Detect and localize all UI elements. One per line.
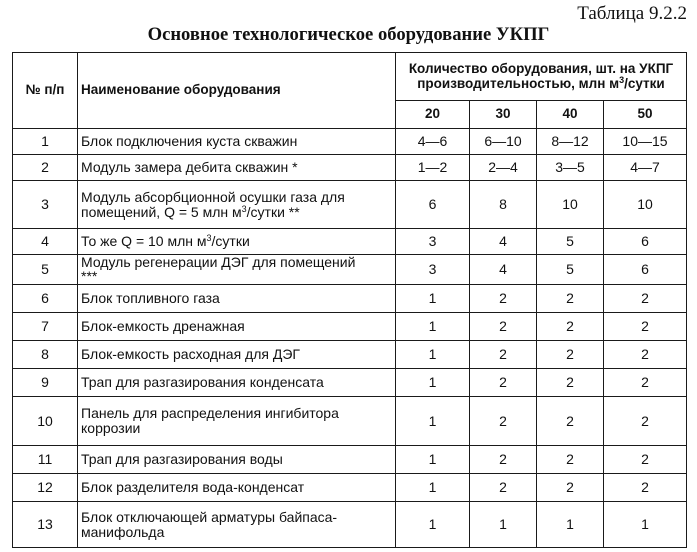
header-number: № п/п (13, 53, 78, 129)
capacity-header: 50 (604, 101, 687, 129)
table-row (13, 285, 687, 313)
quantity-cell: 5 (537, 229, 604, 255)
row-number: 10 (13, 397, 78, 446)
quantity-cell: 3 (396, 229, 470, 255)
quantity-cell: 2 (604, 313, 687, 341)
row-number: 4 (13, 229, 78, 255)
quantity-cell: 1 (396, 446, 470, 474)
table-row (13, 181, 687, 229)
quantity-cell: 6 (604, 255, 687, 285)
quantity-cell: 2 (604, 369, 687, 397)
table-row (13, 474, 687, 502)
quantity-cell: 6 (396, 181, 470, 229)
header-equipment-name: Наименование оборудования (78, 53, 396, 129)
equipment-name: Блок-емкость расходная для ДЭГ (78, 341, 396, 369)
table-row (13, 369, 687, 397)
row-number: 8 (13, 341, 78, 369)
table-row (13, 502, 687, 548)
equipment-name: Блок топливного газа (78, 285, 396, 313)
quantity-cell: 1 (396, 313, 470, 341)
capacity-header: 30 (470, 101, 537, 129)
quantity-cell: 8—12 (537, 129, 604, 155)
quantity-cell: 1 (396, 397, 470, 446)
equipment-table (12, 52, 687, 548)
header-quantity-line2: производительностью, млн $м^3$/сутки (417, 74, 665, 91)
quantity-cell: 1 (396, 474, 470, 502)
row-number: 9 (13, 369, 78, 397)
quantity-cell: 10—15 (604, 129, 687, 155)
quantity-cell: 3 (396, 255, 470, 285)
header-quantity-group (396, 53, 687, 101)
quantity-cell: 4 (470, 255, 537, 285)
quantity-cell: 8 (470, 181, 537, 229)
equipment-name: Блок отключающей арматуры байпаса- манифольда (78, 502, 396, 548)
quantity-cell: 2 (537, 446, 604, 474)
quantity-cell: 4—6 (396, 129, 470, 155)
quantity-cell: 1 (537, 502, 604, 548)
table-title: Основное технологическое оборудование УКПГ (147, 24, 550, 45)
row-number: 7 (13, 313, 78, 341)
table-row (13, 129, 687, 155)
capacity-header: 40 (537, 101, 604, 129)
equipment-name: То же Q = 10 млн $м^3$/сутки (78, 229, 396, 255)
quantity-cell: 2 (537, 369, 604, 397)
quantity-cell: 2 (537, 285, 604, 313)
quantity-cell: 2 (470, 397, 537, 446)
quantity-cell: 2 (470, 313, 537, 341)
quantity-cell: 2 (470, 341, 537, 369)
quantity-cell: 4—7 (604, 155, 687, 181)
quantity-cell: 2 (604, 285, 687, 313)
quantity-cell: 2 (604, 474, 687, 502)
quantity-cell: 2 (470, 474, 537, 502)
quantity-cell: 2 (470, 369, 537, 397)
row-number: 2 (13, 155, 78, 181)
equipment-name: Трап для разгазирования воды (78, 446, 396, 474)
quantity-cell: 10 (604, 181, 687, 229)
equipment-name: Трап для разгазирования конденсата (78, 369, 396, 397)
equipment-name: Модуль регенерации ДЭГ для помещений *** (78, 255, 396, 285)
quantity-cell: 1—2 (396, 155, 470, 181)
quantity-cell: 6 (604, 229, 687, 255)
table-row (13, 446, 687, 474)
quantity-cell: 10 (537, 181, 604, 229)
equipment-name: Панель для распределения ингибитора коррозии (78, 397, 396, 446)
equipment-name: Блок-емкость дренажная (78, 313, 396, 341)
row-number: 12 (13, 474, 78, 502)
quantity-cell: 2 (604, 446, 687, 474)
quantity-cell: 3—5 (537, 155, 604, 181)
quantity-cell: 1 (396, 341, 470, 369)
quantity-cell: 1 (396, 502, 470, 548)
row-number: 13 (13, 502, 78, 548)
quantity-cell: 2 (470, 446, 537, 474)
table-row (13, 155, 687, 181)
equipment-name: Блок подключения куста скважин (78, 129, 396, 155)
table-row (13, 313, 687, 341)
table-row (13, 341, 687, 369)
row-number: 11 (13, 446, 78, 474)
quantity-cell: 2 (537, 474, 604, 502)
table-row (13, 255, 687, 285)
quantity-cell: 1 (396, 369, 470, 397)
quantity-cell: 2 (604, 397, 687, 446)
quantity-cell: 2 (470, 285, 537, 313)
row-number: 6 (13, 285, 78, 313)
quantity-cell: 5 (537, 255, 604, 285)
table-number-label: Таблица 9.2.2 (577, 3, 687, 24)
quantity-cell: 6—10 (470, 129, 537, 155)
header-quantity-line1: Количество оборудования, шт. на УКПГ (408, 61, 674, 77)
equipment-name: Модуль абсорбционной осушки газа для помещений, Q = 5 млн $м^3$/сутки ** (78, 181, 396, 229)
quantity-cell: 2 (537, 397, 604, 446)
quantity-cell: 4 (470, 229, 537, 255)
quantity-cell: 2 (604, 341, 687, 369)
equipment-name: Блок разделителя вода-конденсат (78, 474, 396, 502)
table-row (13, 229, 687, 255)
header-row (13, 53, 687, 101)
quantity-cell: 2—4 (470, 155, 537, 181)
row-number: 1 (13, 129, 78, 155)
equipment-name: Модуль замера дебита скважин * (78, 155, 396, 181)
quantity-cell: 1 (470, 502, 537, 548)
row-number: 3 (13, 181, 78, 229)
quantity-cell: 1 (604, 502, 687, 548)
table-row (13, 397, 687, 446)
quantity-cell: 2 (537, 313, 604, 341)
quantity-cell: 2 (537, 341, 604, 369)
capacity-header: 20 (396, 101, 470, 129)
quantity-cell: 1 (396, 285, 470, 313)
row-number: 5 (13, 255, 78, 285)
